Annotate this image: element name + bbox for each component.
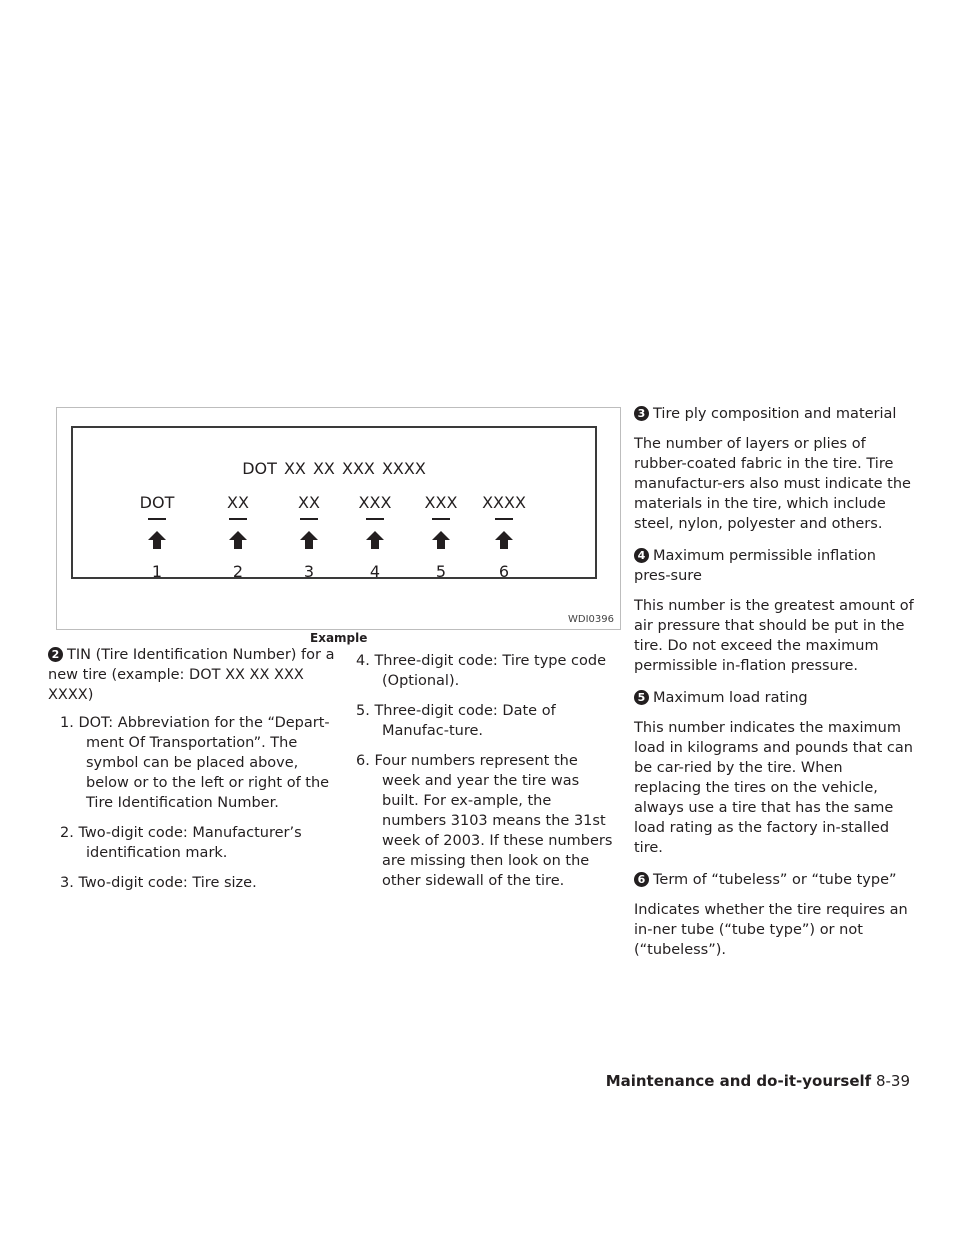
segment-number: 1 [151, 562, 163, 581]
underline [229, 518, 247, 520]
section-body: This number is the greatest amount of air pressure that should be put in the tire. Do not exceed the maximum permissible in-flation pressure. [634, 598, 914, 674]
segment-number: 3 [303, 562, 315, 581]
page-number: 8-39 [875, 1072, 910, 1090]
segment-number: 5 [435, 562, 447, 581]
column-1 [48, 645, 338, 893]
section-3-heading [634, 404, 914, 424]
tin-diagram-frame [71, 426, 597, 579]
section-body: The number of layers or plies of rubber-coated fabric in the tire. Tire manufactur-ers also must indicate the materials in the tire, which include steel, nylon, polyester and others. [634, 436, 911, 532]
up-arrow-icon [228, 530, 248, 550]
segment-code: DOT [139, 493, 175, 512]
footer-section-title: Maintenance and do-it-yourself [605, 1072, 872, 1090]
circled-number-icon: 4 [634, 548, 649, 563]
segment-code: XXXX [482, 493, 526, 512]
segment-number: 6 [498, 562, 510, 581]
segment-number: 2 [232, 562, 244, 581]
segment-code: XXX [358, 493, 392, 512]
section-body: Indicates whether the tire requires an in-ner tube (“tube type”) or not (“tubeless”). [634, 902, 908, 958]
section-2-heading [48, 645, 338, 705]
segment-5 [411, 494, 471, 581]
section-heading-text: Maximum load rating [653, 690, 808, 706]
underline [432, 518, 450, 520]
up-arrow-icon [147, 530, 167, 550]
figure-caption: Example [310, 631, 368, 645]
up-arrow-icon [365, 530, 385, 550]
segment-1 [127, 494, 187, 581]
section-body: This number indicates the maximum load in kilograms and pounds that can be car-ried by the tire. When replacing the tires on the vehicle, always use a tire that has the same load rating as the factory in-stalled tire. [634, 720, 913, 856]
tin-figure [56, 407, 621, 630]
section-heading-text: Term of “tubeless” or “tube type” [653, 872, 897, 888]
section-heading-text: TIN (Tire Identification Number) for a new tire (example: DOT XX XX XXX XXXX) [48, 647, 335, 703]
up-arrow-icon [299, 530, 319, 550]
segment-code: XX [298, 493, 320, 512]
section-4-heading [634, 546, 914, 586]
page-footer [606, 1072, 910, 1090]
section-heading-text: Maximum permissible inflation pres-sure [634, 548, 876, 584]
segment-3 [279, 494, 339, 581]
segment-2 [208, 494, 268, 581]
underline [300, 518, 318, 520]
segment-6 [474, 494, 534, 581]
circled-number-icon: 6 [634, 872, 649, 887]
section-heading-text: Tire ply composition and material [653, 406, 897, 422]
list-item: 3. Two-digit code: Tire size. [60, 875, 257, 891]
list-item: 2. Two-digit code: Manufacturer’s identification mark. [60, 825, 302, 861]
circled-number-icon: 5 [634, 690, 649, 705]
segment-code: XXX [424, 493, 458, 512]
underline [366, 518, 384, 520]
segment-4 [345, 494, 405, 581]
section-5-heading [634, 688, 914, 708]
column-3 [634, 404, 914, 960]
column-2 [344, 651, 620, 891]
up-arrow-icon [431, 530, 451, 550]
underline [148, 518, 166, 520]
section-6-heading [634, 870, 914, 890]
list-item: 6. Four numbers represent the week and year the tire was built. For ex-ample, the numbers 3103 means the 31st week of 2003. If these numbers are missing then look on the other sidewall of the tire. [356, 753, 613, 889]
circled-number-icon: 2 [48, 647, 63, 662]
list-item: 4. Three-digit code: Tire type code (Optional). [356, 653, 607, 689]
segment-number: 4 [369, 562, 381, 581]
list-item: 5. Three-digit code: Date of Manufac-ture. [356, 703, 556, 739]
up-arrow-icon [494, 530, 514, 550]
segment-code: XX [227, 493, 249, 512]
dot-code-title: DOT XX XX XXX XXXX [242, 459, 426, 478]
underline [495, 518, 513, 520]
list-item: 1. DOT: Abbreviation for the “Depart-ment Of Transportation”. The symbol can be placed above, below or to the left or right of the Tire Identification Number. [60, 715, 330, 811]
figure-code-id: WDI0396 [568, 614, 614, 625]
circled-number-icon: 3 [634, 406, 649, 421]
